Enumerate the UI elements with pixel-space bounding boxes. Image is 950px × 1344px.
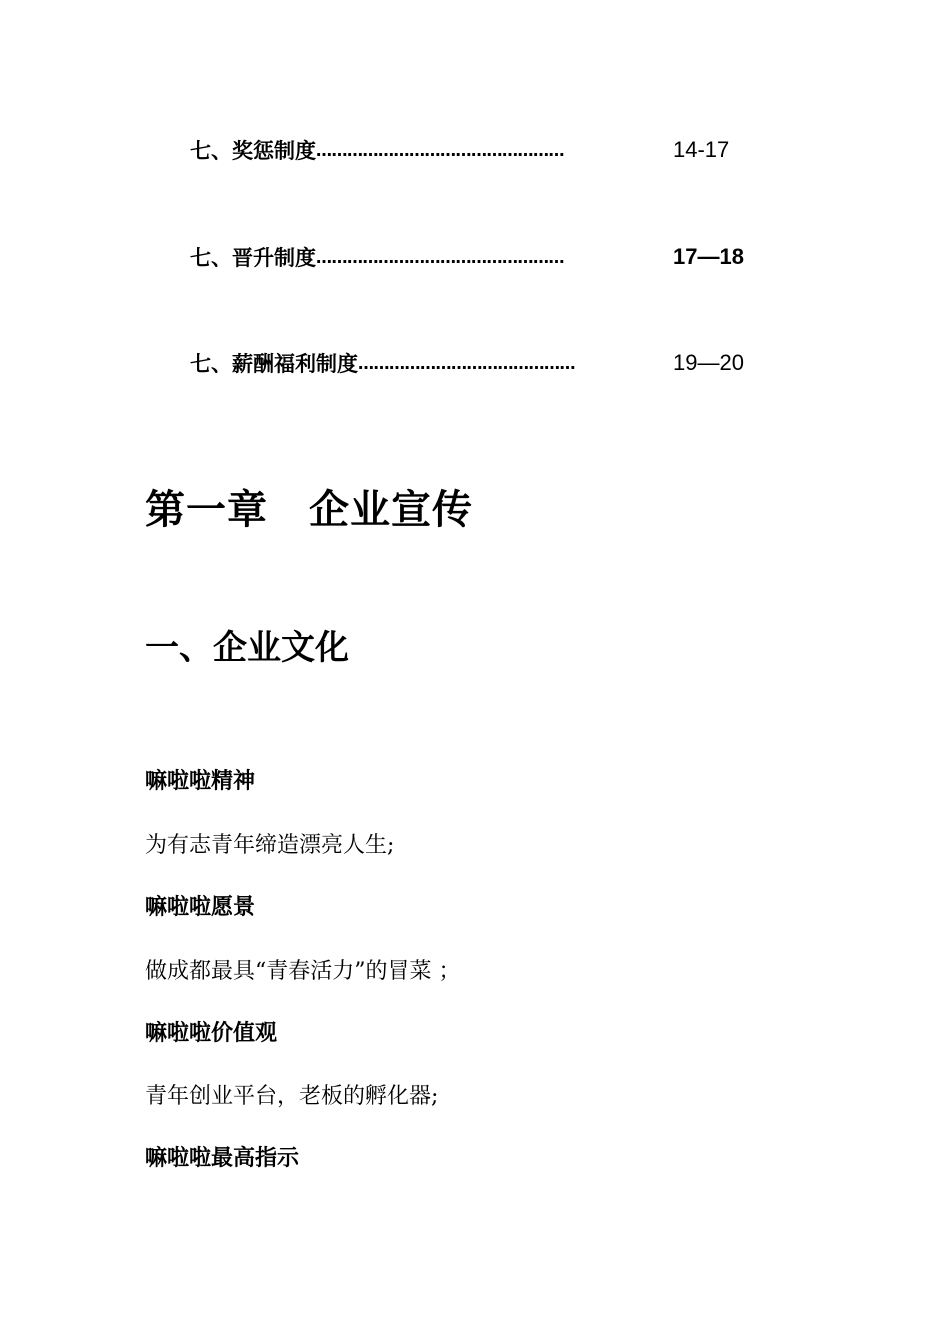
section-heading: 一、企业文化 xyxy=(145,628,349,668)
culture-spirit-text: 为有志青年缔造漂亮人生; xyxy=(145,833,395,858)
toc-title: 七、奖惩制度 xyxy=(190,139,316,163)
toc-page-number: 17—18 xyxy=(673,244,744,269)
toc-dots: ………………………………………… xyxy=(316,247,564,267)
toc-row-compensation xyxy=(190,346,744,380)
culture-directive-title: 嘛啦啦最高指示 xyxy=(145,1146,300,1171)
chapter-heading: 第一章 企业宣传 xyxy=(145,487,473,533)
toc-title: 七、薪酬福利制度 xyxy=(190,352,358,376)
culture-values-text: 青年创业平台，老板的孵化器; xyxy=(145,1084,439,1109)
culture-vision-text: 做成都最具“青春活力”的冒菜 ； xyxy=(145,959,461,984)
toc-row-rewards xyxy=(190,133,729,167)
toc-title: 七、晋升制度 xyxy=(190,246,316,270)
toc-dots: …………………………………… xyxy=(358,353,575,373)
toc-dots: ………………………………………… xyxy=(316,140,564,160)
toc-page-number: 14-17 xyxy=(673,137,730,162)
toc-page-number: 19—20 xyxy=(673,350,744,375)
culture-values-title: 嘛啦啦价值观 xyxy=(145,1021,278,1046)
toc-row-promotion xyxy=(190,240,744,274)
culture-vision-title: 嘛啦啦愿景 xyxy=(145,895,256,920)
culture-spirit-title: 嘛啦啦精神 xyxy=(145,769,256,794)
